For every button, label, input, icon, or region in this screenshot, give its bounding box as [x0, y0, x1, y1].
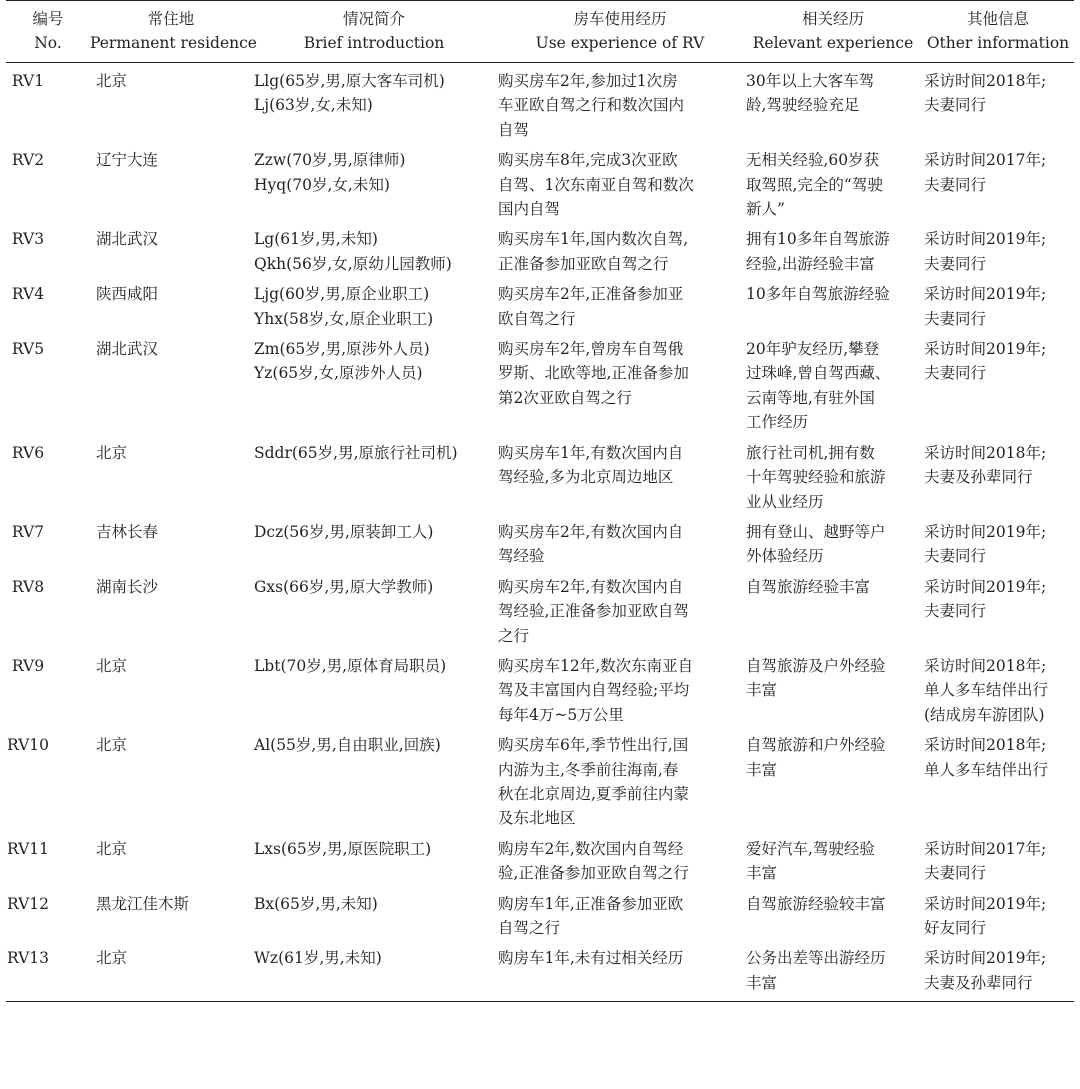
cell-residence: 北京 — [96, 72, 128, 90]
table-row — [6, 221, 1074, 276]
cell-other-line: 采访时间2019年; — [924, 949, 1047, 968]
cell-relevant-line: 经验,出游经验丰富 — [746, 254, 875, 273]
cell-brief — [252, 514, 496, 569]
header-other: 其他信息 Other information — [922, 1, 1074, 63]
table-row — [6, 886, 1074, 941]
cell-relevant-line: 爱好汽车,驾驶经验 — [746, 839, 875, 858]
cell-other-line: 采访时间2017年; — [924, 151, 1047, 170]
cell-relevant-line: 无相关经验,60岁获 — [746, 151, 880, 170]
cell-brief — [252, 940, 496, 1001]
cell-brief — [252, 276, 496, 331]
cell-id: RV8 — [11, 577, 45, 596]
cell-other — [922, 886, 1074, 941]
cell-relevant — [744, 221, 922, 276]
table-row — [6, 331, 1074, 435]
cell-brief-line: Wz(61岁,男,未知) — [254, 949, 382, 968]
table-header — [6, 1, 1074, 63]
cell-relevant-line: 龄,驾驶经验充足 — [746, 96, 860, 115]
cell-brief — [252, 648, 496, 727]
cell-id: RV13 — [6, 940, 90, 1001]
cell-relevant — [744, 886, 922, 941]
cell-other — [922, 221, 1074, 276]
cell-id: RV11 — [6, 839, 50, 858]
cell-other-line: 夫妻同行 — [924, 309, 987, 328]
cell-experience-line: 购买房车1年,国内数次自驾, — [498, 230, 689, 249]
cell-relevant-line: 丰富 — [746, 864, 778, 883]
cell-other — [922, 648, 1074, 727]
cell-relevant-line: 10多年自驾旅游经验 — [746, 285, 890, 304]
cell-relevant-line: 过珠峰,曾自驾西藏、 — [746, 364, 891, 383]
cell-other-line: 采访时间2019年; — [924, 894, 1047, 913]
cell-experience-line: 自驾之行 — [498, 919, 561, 937]
cell-brief-line: Zzw(70岁,男,原律师) — [254, 151, 406, 170]
cell-other-line: 采访时间2017年; — [924, 839, 1047, 858]
cell-residence: 辽宁大连 — [96, 151, 159, 170]
cell-experience — [496, 63, 744, 143]
cell-relevant-line: 自驾旅游经验丰富 — [746, 577, 871, 596]
cell-brief-line: Zm(65岁,男,原涉外人员) — [254, 340, 430, 359]
cell-experience-line: 购房车1年,未有过相关经历 — [498, 949, 684, 968]
cell-experience — [496, 435, 744, 514]
cell-experience-line: 购买房车1年,有数次国内自 — [498, 443, 684, 462]
cell-brief — [252, 831, 496, 886]
table-row — [6, 276, 1074, 331]
cell-experience-line: 驾经验 — [498, 547, 545, 566]
table-row — [6, 63, 1074, 143]
cell-brief — [252, 63, 496, 143]
cell-id: RV7 — [11, 522, 45, 541]
cell-brief-line: Al(55岁,男,自由职业,回族) — [254, 736, 441, 755]
cell-relevant-line: 丰富 — [746, 973, 778, 992]
cell-experience-line: 国内自驾 — [498, 200, 561, 219]
cell-brief — [252, 435, 496, 514]
cell-brief — [252, 569, 496, 648]
cell-experience-line: 购买房车8年,完成3次亚欧 — [498, 151, 678, 170]
cell-residence: 黑龙江佳木斯 — [96, 894, 190, 913]
cell-other — [922, 63, 1074, 143]
cell-other-line: 夫妻同行 — [924, 602, 987, 621]
header-relevant: 相关经历 Relevant experience — [744, 1, 922, 63]
cell-experience-line: 内游为主,冬季前往海南,春 — [498, 760, 679, 779]
cell-other-line: 夫妻同行 — [924, 864, 987, 883]
cell-relevant — [744, 142, 922, 221]
cell-id: RV12 — [6, 894, 50, 913]
cell-other-line: (结成房车游团队) — [924, 705, 1045, 724]
cell-id: RV3 — [11, 230, 45, 249]
cell-other-line: 采访时间2019年; — [924, 230, 1047, 249]
header-brief: 情况简介 Brief introduction — [252, 1, 496, 63]
cell-experience-line: 购买房车2年,正准备参加亚 — [498, 285, 684, 304]
cell-brief-line: Lj(63岁,女,未知) — [254, 96, 373, 115]
cell-brief — [252, 331, 496, 435]
cell-experience — [496, 331, 744, 435]
cell-experience-line: 购买房车6年,季节性出行,国 — [498, 736, 689, 755]
cell-relevant — [744, 514, 922, 569]
cell-brief — [252, 142, 496, 221]
cell-residence: 湖北武汉 — [96, 230, 159, 249]
cell-other-line: 夫妻同行 — [924, 364, 987, 383]
cell-experience-line: 秋在北京周边,夏季前往内蒙 — [498, 784, 689, 803]
cell-brief — [252, 221, 496, 276]
cell-relevant-line: 自驾旅游经验较丰富 — [746, 894, 886, 913]
cell-experience — [496, 142, 744, 221]
cell-experience-line: 每年4万~5万公里 — [498, 705, 624, 724]
cell-experience — [496, 831, 744, 886]
cell-experience-line: 第2次亚欧自驾之行 — [498, 388, 632, 407]
cell-brief-line: Yz(65岁,女,原涉外人员) — [254, 364, 423, 383]
cell-relevant-line: 云南等地,有驻外国 — [746, 388, 875, 407]
cell-experience-line: 购买房车12年,数次东南亚自 — [498, 656, 694, 675]
cell-residence: 湖南长沙 — [96, 577, 159, 596]
cell-experience — [496, 940, 744, 1001]
cell-id: RV9 — [11, 656, 45, 675]
cell-experience-line: 驾经验,正准备参加亚欧自驾 — [498, 602, 689, 621]
cell-relevant — [744, 63, 922, 143]
cell-experience — [496, 727, 744, 831]
cell-other — [922, 940, 1074, 1001]
cell-brief-line: Sddr(65岁,男,原旅行社司机) — [254, 443, 458, 462]
cell-experience-line: 自驾 — [498, 120, 530, 139]
header-id: 编号 No. — [6, 1, 90, 63]
cell-relevant-line: 丰富 — [746, 760, 778, 779]
cell-other-line: 采访时间2018年; — [924, 736, 1047, 755]
cell-experience-line: 购房车1年,正准备参加亚欧 — [498, 894, 684, 913]
cell-id: RV5 — [11, 340, 45, 359]
table-row — [6, 142, 1074, 221]
cell-brief-line: Llg(65岁,男,原大客车司机) — [254, 72, 445, 90]
cell-relevant-line: 外体验经历 — [746, 547, 824, 566]
cell-brief — [252, 886, 496, 941]
cell-relevant — [744, 831, 922, 886]
cell-relevant-line: 工作经历 — [746, 413, 809, 432]
cell-relevant-line: 拥有10多年自驾旅游 — [746, 230, 890, 249]
cell-experience-line: 正准备参加亚欧自驾之行 — [498, 254, 669, 273]
cell-experience-line: 自驾、1次东南亚自驾和数次 — [498, 175, 694, 194]
cell-other-line: 夫妻同行 — [924, 254, 987, 273]
cell-other-line: 夫妻及孙辈同行 — [924, 973, 1033, 992]
cell-other-line: 采访时间2018年; — [924, 443, 1047, 462]
cell-brief-line: Lg(61岁,男,未知) — [254, 230, 378, 249]
cell-experience — [496, 514, 744, 569]
cell-other-line: 夫妻同行 — [924, 547, 987, 566]
header-residence: 常住地 Permanent residence — [90, 1, 252, 63]
cell-other-line: 单人多车结伴出行 — [924, 760, 1049, 779]
cell-relevant-line: 业从业经历 — [746, 492, 824, 511]
cell-experience — [496, 569, 744, 648]
cell-experience-line: 验,正准备参加亚欧自驾之行 — [498, 864, 689, 883]
header-experience: 房车使用经历 Use experience of RV — [496, 1, 744, 63]
cell-residence: 湖北武汉 — [96, 340, 159, 359]
cell-other — [922, 276, 1074, 331]
cell-relevant-line: 20年驴友经历,攀登 — [746, 340, 880, 359]
cell-brief-line: Ljg(60岁,男,原企业职工) — [254, 285, 430, 304]
cell-other — [922, 435, 1074, 514]
cell-relevant — [744, 569, 922, 648]
cell-id: RV2 — [11, 151, 45, 170]
cell-experience — [496, 221, 744, 276]
cell-residence: 吉林长春 — [96, 522, 159, 541]
rv-interviewee-table — [6, 0, 1074, 1002]
cell-relevant — [744, 435, 922, 514]
cell-other-line: 采访时间2018年; — [924, 656, 1047, 675]
cell-relevant-line: 30年以上大客车驾 — [746, 72, 875, 90]
table-row — [6, 569, 1074, 648]
cell-relevant-line: 自驾旅游及户外经验 — [746, 656, 886, 675]
cell-relevant — [744, 940, 922, 1001]
cell-residence: 北京 — [96, 839, 128, 858]
cell-experience-line: 购买房车2年,参加过1次房 — [498, 72, 678, 90]
cell-experience-line: 车亚欧自驾之行和数次国内 — [498, 96, 685, 115]
cell-brief-line: Qkh(56岁,女,原幼儿园教师) — [254, 254, 452, 273]
cell-experience-line: 购买房车2年,曾房车自驾俄 — [498, 340, 684, 359]
cell-other — [922, 569, 1074, 648]
table-row — [6, 727, 1074, 831]
cell-experience-line: 购买房车2年,有数次国内自 — [498, 577, 684, 596]
cell-residence: 北京 — [96, 656, 128, 675]
cell-other-line: 好友同行 — [924, 919, 987, 937]
cell-experience-line: 欧自驾之行 — [498, 309, 576, 328]
cell-relevant-line: 十年驾驶经验和旅游 — [746, 468, 886, 487]
cell-residence: 北京 — [90, 940, 252, 1001]
table-row — [6, 435, 1074, 514]
cell-id: RV1 — [11, 72, 45, 90]
cell-relevant-line: 旅行社司机,拥有数 — [746, 443, 875, 462]
cell-experience-line: 驾经验,多为北京周边地区 — [498, 468, 674, 487]
cell-experience — [496, 886, 744, 941]
cell-other-line: 夫妻及孙辈同行 — [924, 468, 1033, 487]
cell-other-line: 采访时间2019年; — [924, 285, 1047, 304]
cell-other — [922, 142, 1074, 221]
cell-other-line: 夫妻同行 — [924, 175, 987, 194]
cell-other — [922, 514, 1074, 569]
cell-residence: 陕西咸阳 — [96, 285, 159, 304]
cell-brief-line: Lxs(65岁,男,原医院职工) — [254, 839, 432, 858]
cell-id: RV10 — [6, 736, 50, 755]
cell-other-line: 夫妻同行 — [924, 96, 987, 115]
cell-experience — [496, 648, 744, 727]
cell-other — [922, 831, 1074, 886]
cell-brief — [252, 727, 496, 831]
cell-other-line: 采访时间2019年; — [924, 522, 1047, 541]
cell-brief-line: Dcz(56岁,男,原装卸工人) — [254, 522, 434, 541]
cell-experience — [496, 276, 744, 331]
cell-relevant — [744, 727, 922, 831]
cell-relevant-line: 丰富 — [746, 681, 778, 700]
cell-experience-line: 购买房车2年,有数次国内自 — [498, 522, 684, 541]
table-row — [6, 648, 1074, 727]
cell-brief-line: Gxs(66岁,男,原大学教师) — [254, 577, 434, 596]
cell-relevant-line: 拥有登山、越野等户 — [746, 522, 886, 541]
cell-relevant — [744, 331, 922, 435]
cell-other — [922, 331, 1074, 435]
cell-relevant-line: 公务出差等出游经历 — [746, 949, 886, 968]
cell-brief-line: Bx(65岁,男,未知) — [254, 894, 378, 913]
cell-residence: 北京 — [96, 443, 128, 462]
cell-relevant-line: 新人” — [746, 200, 785, 219]
cell-relevant — [744, 648, 922, 727]
cell-other-line: 单人多车结伴出行 — [924, 681, 1049, 700]
cell-brief-line: Hyq(70岁,女,未知) — [254, 175, 390, 194]
cell-brief-line: Yhx(58岁,女,原企业职工) — [254, 309, 434, 328]
cell-experience-line: 购房车2年,数次国内自驾经 — [498, 839, 684, 858]
cell-residence: 北京 — [96, 736, 128, 755]
cell-other — [922, 727, 1074, 831]
cell-id: RV6 — [11, 443, 45, 462]
cell-relevant — [744, 276, 922, 331]
cell-experience-line: 之行 — [498, 626, 530, 645]
table-row — [6, 514, 1074, 569]
cell-experience-line: 及东北地区 — [498, 809, 576, 828]
cell-relevant-line: 自驾旅游和户外经验 — [746, 736, 886, 755]
cell-other-line: 采访时间2018年; — [924, 72, 1047, 90]
table-body — [6, 63, 1074, 1002]
cell-experience-line: 驾及丰富国内自驾经验;平均 — [498, 681, 690, 700]
table-row — [6, 831, 1074, 886]
cell-id: RV4 — [11, 285, 45, 304]
cell-brief-line: Lbt(70岁,男,原体育局职员) — [254, 656, 447, 675]
cell-experience-line: 罗斯、北欧等地,正准备参加 — [498, 364, 689, 383]
cell-relevant-line: 取驾照,完全的“驾驶 — [746, 175, 883, 194]
table-row — [6, 940, 1074, 1001]
cell-other-line: 采访时间2019年; — [924, 577, 1047, 596]
cell-other-line: 采访时间2019年; — [924, 340, 1047, 359]
